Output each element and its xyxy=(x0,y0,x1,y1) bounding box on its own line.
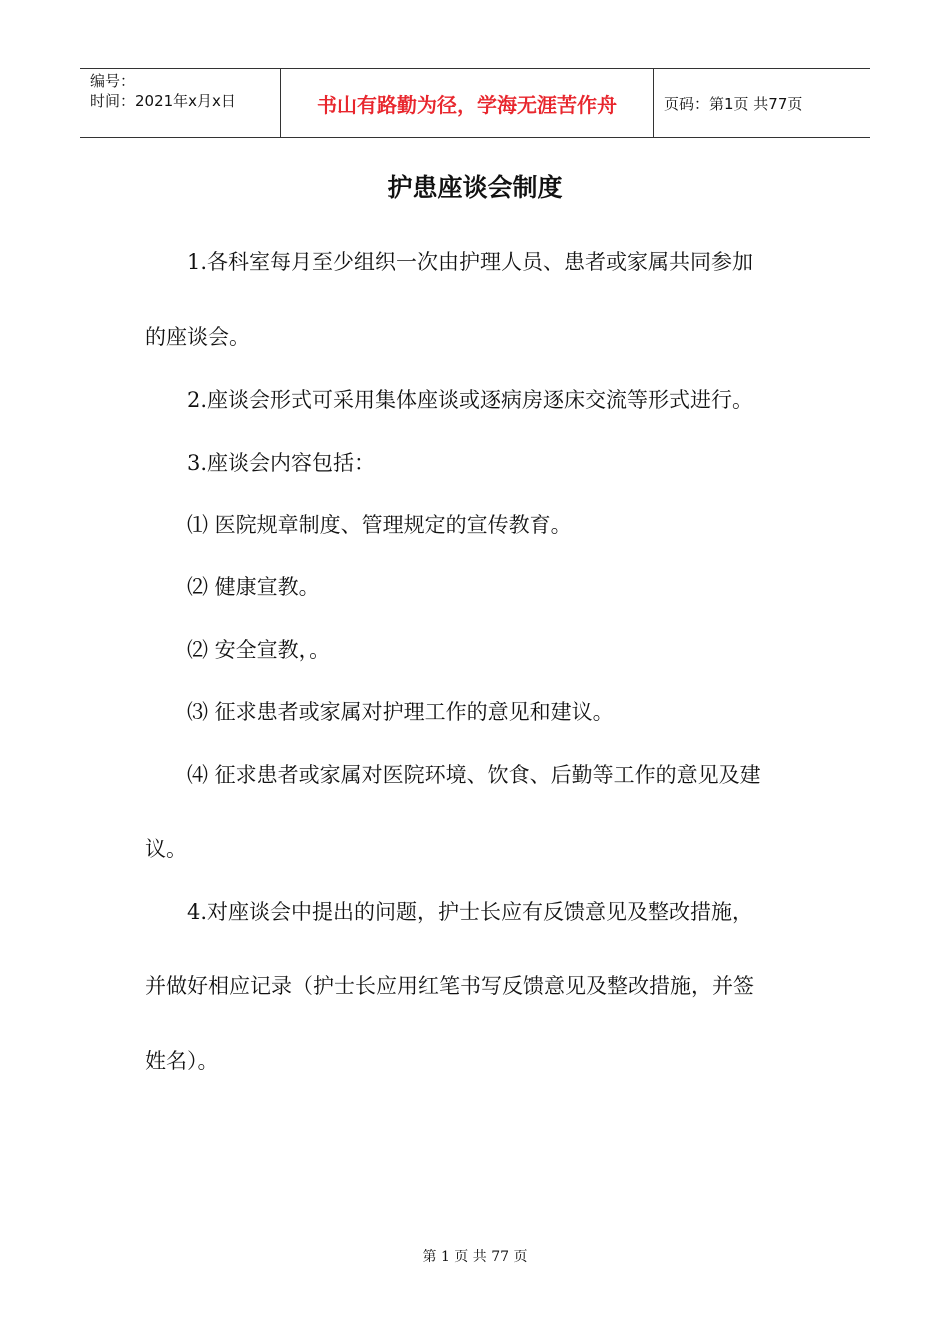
page-footer: 第 1 页 共 77 页 xyxy=(422,1249,528,1265)
paragraph-line: 并做好相应记录（护士长应用红笔书写反馈意见及整改措施，并签 xyxy=(145,974,754,998)
header-meta xyxy=(80,69,281,137)
paragraph-line: 姓名）。 xyxy=(145,1049,219,1073)
paragraph-line: 议。 xyxy=(145,837,187,861)
time-label: 时间：2021年x月x日 xyxy=(90,92,236,110)
number-label: 编号： xyxy=(90,72,136,90)
paragraph-line: ⑷ 征求患者或家属对医院环境、饮食、后勤等工作的意见及建 xyxy=(187,763,761,787)
document-title: 护患座谈会制度 xyxy=(387,173,563,202)
header-page-info: 页码：第1页 共77页 xyxy=(664,94,803,113)
paragraph-line: 2.座谈会形式可采用集体座谈或逐病房逐床交流等形式进行。 xyxy=(187,388,754,412)
paragraph-line: 3.座谈会内容包括： xyxy=(187,451,376,475)
paragraph-line: 1.各科室每月至少组织一次由护理人员、患者或家属共同参加 xyxy=(187,250,754,274)
paragraph-line: ⑵ 安全宣教，。 xyxy=(187,638,331,662)
paragraph-line: ⑵ 健康宣教。 xyxy=(187,575,320,599)
paragraph-line: 4.对座谈会中提出的问题，护士长应有反馈意见及整改措施， xyxy=(187,900,754,924)
paragraph-line: ⑴ 医院规章制度、管理规定的宣传教育。 xyxy=(187,513,572,537)
header-motto: 书山有路勤为径，学海无涯苦作舟 xyxy=(281,69,654,137)
paragraph-line: 的座谈会。 xyxy=(145,325,250,349)
header-table xyxy=(80,68,870,138)
paragraph-line: ⑶ 征求患者或家属对护理工作的意见和建议。 xyxy=(187,700,614,724)
